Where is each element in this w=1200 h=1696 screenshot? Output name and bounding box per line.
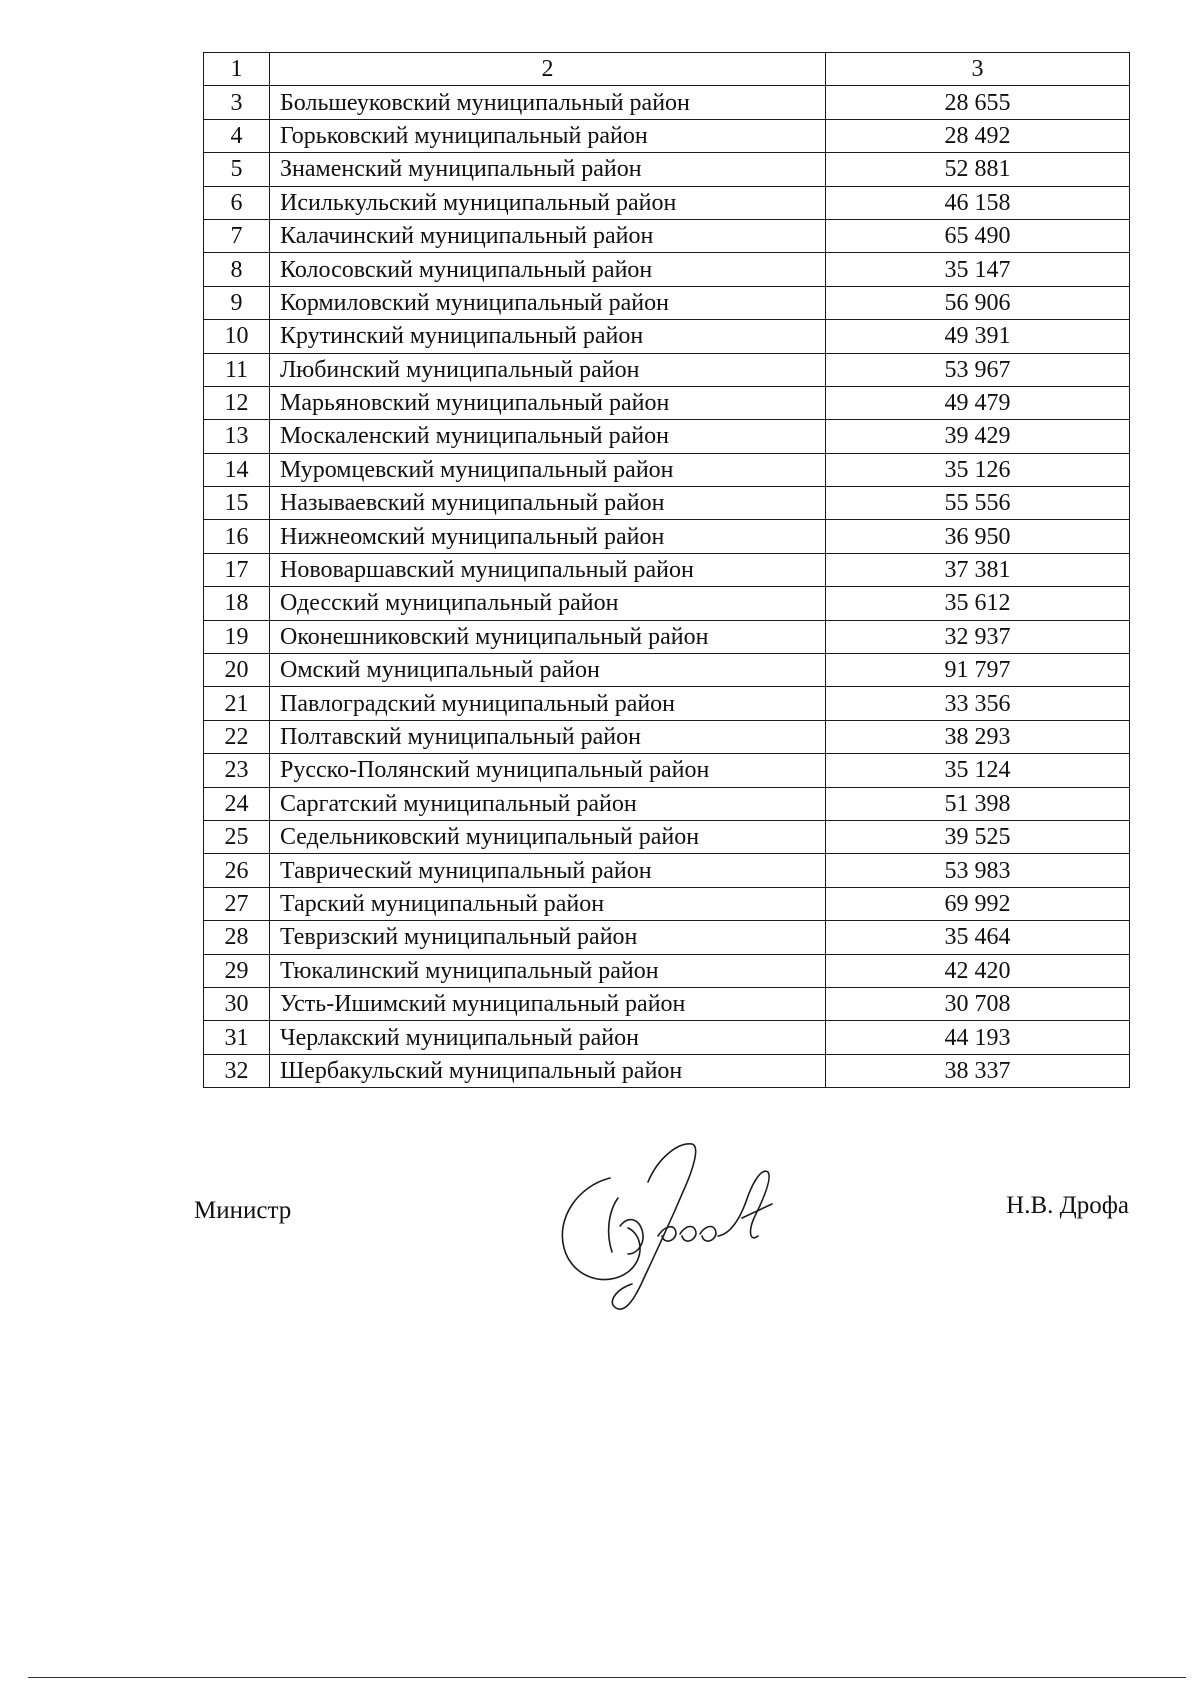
district-name-cell: Шербакульский муниципальный район (270, 1054, 826, 1087)
row-number-cell: 16 (204, 520, 270, 553)
district-name-cell: Усть-Ишимский муниципальный район (270, 987, 826, 1020)
column-number-3: 3 (826, 53, 1130, 86)
district-name-cell: Полтавский муниципальный район (270, 720, 826, 753)
value-cell: 37 381 (826, 553, 1130, 586)
value-cell: 35 124 (826, 754, 1130, 787)
row-number-cell: 9 (204, 286, 270, 319)
value-cell: 32 937 (826, 620, 1130, 653)
table-row (204, 253, 1130, 286)
district-name-cell: Таврический муниципальный район (270, 854, 826, 887)
district-name-cell: Знаменский муниципальный район (270, 153, 826, 186)
district-name-cell: Нововаршавский муниципальный район (270, 553, 826, 586)
row-number-cell: 21 (204, 687, 270, 720)
column-number-2: 2 (270, 53, 826, 86)
row-number-cell: 26 (204, 854, 270, 887)
table-row (204, 487, 1130, 520)
value-cell: 35 126 (826, 453, 1130, 486)
row-number-cell: 15 (204, 487, 270, 520)
table-row (204, 286, 1130, 319)
value-cell: 69 992 (826, 887, 1130, 920)
district-name-cell: Калачинский муниципальный район (270, 219, 826, 252)
table-row (204, 520, 1130, 553)
row-number-cell: 27 (204, 887, 270, 920)
value-cell: 33 356 (826, 687, 1130, 720)
value-cell: 38 337 (826, 1054, 1130, 1087)
value-cell: 56 906 (826, 286, 1130, 319)
row-number-cell: 10 (204, 320, 270, 353)
table-row (204, 820, 1130, 853)
district-name-cell: Называевский муниципальный район (270, 487, 826, 520)
table-row (204, 954, 1130, 987)
district-name-cell: Павлоградский муниципальный район (270, 687, 826, 720)
value-cell: 39 429 (826, 420, 1130, 453)
row-number-cell: 6 (204, 186, 270, 219)
district-name-cell: Марьяновский муниципальный район (270, 386, 826, 419)
row-number-cell: 7 (204, 219, 270, 252)
table-row (204, 153, 1130, 186)
value-cell: 53 967 (826, 353, 1130, 386)
district-name-cell: Тарский муниципальный район (270, 887, 826, 920)
table-row (204, 320, 1130, 353)
table-row (204, 553, 1130, 586)
district-name-cell: Тюкалинский муниципальный район (270, 954, 826, 987)
table-row (204, 654, 1130, 687)
table-row (204, 921, 1130, 954)
row-number-cell: 11 (204, 353, 270, 386)
value-cell: 49 479 (826, 386, 1130, 419)
district-name-cell: Исилькульский муниципальный район (270, 186, 826, 219)
district-name-cell: Тевризский муниципальный район (270, 921, 826, 954)
value-cell: 28 655 (826, 86, 1130, 119)
district-name-cell: Оконешниковский муниципальный район (270, 620, 826, 653)
table-row (204, 587, 1130, 620)
row-number-cell: 23 (204, 754, 270, 787)
district-name-cell: Муромцевский муниципальный район (270, 453, 826, 486)
row-number-cell: 31 (204, 1021, 270, 1054)
table-row (204, 119, 1130, 152)
table-row (204, 787, 1130, 820)
row-number-cell: 29 (204, 954, 270, 987)
districts-table (203, 52, 1130, 1088)
row-number-cell: 25 (204, 820, 270, 853)
row-number-cell: 12 (204, 386, 270, 419)
minister-title: Министр (194, 1197, 292, 1224)
district-name-cell: Кормиловский муниципальный район (270, 286, 826, 319)
row-number-cell: 22 (204, 720, 270, 753)
table-row (204, 720, 1130, 753)
value-cell: 42 420 (826, 954, 1130, 987)
value-cell: 46 158 (826, 186, 1130, 219)
row-number-cell: 13 (204, 420, 270, 453)
table-row (204, 219, 1130, 252)
value-cell: 35 147 (826, 253, 1130, 286)
value-cell: 36 950 (826, 520, 1130, 553)
district-name-cell: Одесский муниципальный район (270, 587, 826, 620)
row-number-cell: 19 (204, 620, 270, 653)
district-name-cell: Черлакский муниципальный район (270, 1021, 826, 1054)
row-number-cell: 17 (204, 553, 270, 586)
table-row (204, 453, 1130, 486)
row-number-cell: 30 (204, 987, 270, 1020)
column-number-1: 1 (204, 53, 270, 86)
value-cell: 52 881 (826, 153, 1130, 186)
row-number-cell: 4 (204, 119, 270, 152)
table-row (204, 186, 1130, 219)
district-name-cell: Любинский муниципальный район (270, 353, 826, 386)
district-name-cell: Большеуковский муниципальный район (270, 86, 826, 119)
table-row (204, 987, 1130, 1020)
table-row (204, 420, 1130, 453)
value-cell: 35 612 (826, 587, 1130, 620)
district-name-cell: Колосовский муниципальный район (270, 253, 826, 286)
table-row (204, 620, 1130, 653)
row-number-cell: 20 (204, 654, 270, 687)
table-row (204, 854, 1130, 887)
district-name-cell: Седельниковский муниципальный район (270, 820, 826, 853)
row-number-cell: 24 (204, 787, 270, 820)
table-body (204, 53, 1130, 1088)
value-cell: 28 492 (826, 119, 1130, 152)
handwritten-signature (558, 1138, 798, 1320)
value-cell: 51 398 (826, 787, 1130, 820)
district-name-cell: Омский муниципальный район (270, 654, 826, 687)
table-row (204, 1021, 1130, 1054)
signatory-name: Н.В. Дрофа (1006, 1192, 1129, 1219)
table-row (204, 86, 1130, 119)
value-cell: 30 708 (826, 987, 1130, 1020)
page-bottom-divider (28, 1677, 1186, 1678)
value-cell: 49 391 (826, 320, 1130, 353)
value-cell: 38 293 (826, 720, 1130, 753)
table-row (204, 687, 1130, 720)
value-cell: 55 556 (826, 487, 1130, 520)
value-cell: 65 490 (826, 219, 1130, 252)
value-cell: 53 983 (826, 854, 1130, 887)
row-number-cell: 32 (204, 1054, 270, 1087)
value-cell: 44 193 (826, 1021, 1130, 1054)
value-cell: 39 525 (826, 820, 1130, 853)
district-name-cell: Москаленский муниципальный район (270, 420, 826, 453)
value-cell: 91 797 (826, 654, 1130, 687)
district-name-cell: Саргатский муниципальный район (270, 787, 826, 820)
table-row (204, 1054, 1130, 1087)
table-row (204, 386, 1130, 419)
row-number-cell: 8 (204, 253, 270, 286)
row-number-cell: 14 (204, 453, 270, 486)
table-row (204, 353, 1130, 386)
row-number-cell: 18 (204, 587, 270, 620)
district-name-cell: Горьковский муниципальный район (270, 119, 826, 152)
row-number-cell: 3 (204, 86, 270, 119)
table-header-row (204, 53, 1130, 86)
row-number-cell: 5 (204, 153, 270, 186)
table-row (204, 754, 1130, 787)
district-name-cell: Нижнеомский муниципальный район (270, 520, 826, 553)
district-name-cell: Русско-Полянский муниципальный район (270, 754, 826, 787)
row-number-cell: 28 (204, 921, 270, 954)
value-cell: 35 464 (826, 921, 1130, 954)
table-row (204, 887, 1130, 920)
district-name-cell: Крутинский муниципальный район (270, 320, 826, 353)
